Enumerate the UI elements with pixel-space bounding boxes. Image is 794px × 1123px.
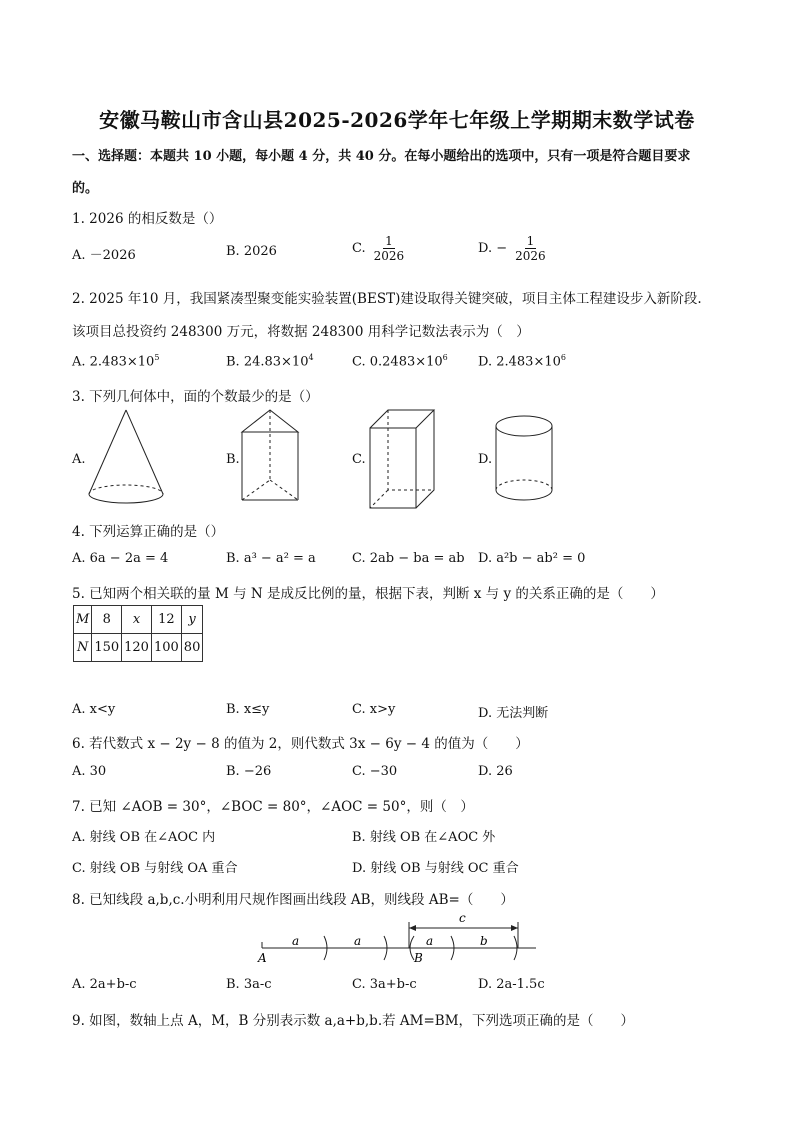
table-cell: M: [74, 606, 92, 634]
q3-option-d: D.: [478, 452, 493, 467]
q1-c-label: C.: [352, 241, 366, 256]
question-3: 3. 下列几何体中，面的个数最少的是（）: [72, 389, 319, 405]
q2-option-d: [478, 353, 566, 369]
question-7: 7. 已知 ∠AOB = 30°，∠BOC = 80°，∠AOC = 50°，则（ ）: [72, 799, 474, 815]
q5-option-c: C. x>y: [352, 702, 396, 717]
q4-option-d: D. a²b − ab² = 0: [478, 551, 586, 566]
q2-d-base: D. 2.483×10: [478, 354, 561, 370]
question-5: 5. 已知两个相关联的量 M 与 N 是成反比例的量，根据下表，判断 x 与 y 的关系正确的是（ ）: [72, 586, 664, 602]
q1-d-label: D. −: [478, 241, 508, 256]
table-cell: N: [74, 634, 92, 662]
q1-d-fraction: [513, 234, 548, 263]
q7-option-b: B. 射线 OB 在∠AOC 外: [352, 830, 496, 845]
q5-option-b: B. x≤y: [226, 702, 270, 717]
q4-option-b: B. a³ − a² = a: [226, 551, 316, 566]
q4-option-a: A. 6a − 2a = 4: [72, 551, 169, 566]
q7-option-c: C. 射线 OB 与射线 OA 重合: [72, 861, 238, 876]
q2-option-a: [72, 353, 159, 369]
label-point-b: B: [414, 951, 423, 965]
q2-option-b: [226, 353, 314, 369]
q3-option-b: B.: [226, 452, 240, 467]
q8-option-b: B. 3a-c: [226, 977, 272, 992]
q5-option-d: D. 无法判断: [478, 706, 549, 721]
table-row: [74, 634, 203, 662]
q2-d-exponent: 6: [560, 353, 566, 362]
table-cell: 80: [181, 634, 203, 662]
label-b: b: [480, 934, 488, 948]
question-6: 6. 若代数式 x − 2y − 8 的值为 2，则代数式 3x − 6y − 4 的值为（ ）: [72, 736, 529, 752]
q3-option-a: A.: [72, 452, 86, 467]
question-1: 1. 2026 的相反数是（）: [72, 211, 223, 227]
label-point-a: A: [258, 951, 267, 965]
q2-a-exponent: 5: [154, 353, 160, 362]
table-cell: 150: [92, 634, 122, 662]
table-cell: x: [122, 606, 152, 634]
table-cell: 8: [92, 606, 122, 634]
c-arrow-left: [409, 925, 416, 931]
table-cell: 12: [151, 606, 181, 634]
q6-option-a: A. 30: [72, 764, 107, 779]
q8-segment-figure: [256, 908, 546, 968]
q1-option-d: [478, 234, 548, 263]
section-heading: 一、选择题：本题共 10 小题，每小题 4 分，共 40 分。在每小题给出的选项中，只有一项是符合题目要求: [72, 149, 691, 164]
section-heading-cont: 的。: [72, 181, 99, 196]
label-a: a: [354, 934, 362, 948]
q1-option-a: A. －2026: [72, 248, 136, 263]
cylinder-figure: [494, 414, 564, 514]
q2-a-base: A. 2.483×10: [72, 354, 155, 370]
label-a: a: [426, 934, 434, 948]
c-arrow-right: [511, 925, 518, 931]
table-cell: 100: [151, 634, 181, 662]
q8-option-c: C. 3a+b-c: [352, 977, 417, 992]
question-2: 2. 2025 年10 月，我国紧凑型聚变能实验装置(BEST)建设取得关键突破，项目主体工程建设步入新阶段.: [72, 291, 702, 307]
question-4: 4. 下列运算正确的是（）: [72, 524, 225, 540]
q7-option-a: A. 射线 OB 在∠AOC 内: [72, 830, 216, 845]
table-cell: 120: [122, 634, 152, 662]
q1-d-numerator: 1: [526, 234, 535, 248]
q8-option-d: D. 2a-1.5c: [478, 977, 545, 992]
triangular-prism-figure: [240, 408, 310, 508]
label-a: a: [292, 934, 300, 948]
cuboid-figure: [368, 408, 448, 508]
q6-option-d: D. 26: [478, 764, 513, 779]
q7-option-d: D. 射线 OB 与射线 OC 重合: [352, 861, 519, 876]
q8-option-a: A. 2a+b-c: [72, 977, 137, 992]
question-2-cont: 该项目总投资约 248300 万元，将数据 248300 用科学记数法表示为（ ）: [72, 324, 530, 340]
table-row: [74, 606, 203, 634]
q2-c-exponent: 6: [442, 353, 448, 362]
q1-c-fraction: [372, 234, 407, 263]
q1-d-denominator: 2026: [515, 249, 546, 263]
q5-option-a: A. x<y: [72, 702, 116, 717]
q6-option-b: B. −26: [226, 764, 272, 779]
q2-option-c: [352, 353, 448, 369]
table-cell: y: [181, 606, 203, 634]
q1-c-denominator: 2026: [373, 249, 405, 263]
q2-c-base: C. 0.2483×10: [352, 354, 443, 370]
q6-option-c: C. −30: [352, 764, 398, 779]
label-c: c: [459, 911, 466, 925]
cone-figure: [86, 408, 176, 508]
q1-option-b: B. 2026: [226, 244, 277, 259]
question-9: 9. 如图，数轴上点 A，M，B 分别表示数 a,a+b,b.若 AM=BM，下列选项正确的是（ ）: [72, 1013, 635, 1029]
q5-table: [73, 605, 203, 662]
q4-option-c: C. 2ab − ba = ab: [352, 551, 465, 566]
exam-title: 安徽马鞍山市含山县2025-2026学年七年级上学期期末数学试卷: [99, 108, 695, 132]
q2-b-base: B. 24.83×10: [226, 354, 309, 370]
q3-option-c: C.: [352, 452, 366, 467]
q2-b-exponent: 4: [308, 353, 314, 362]
question-8: 8. 已知线段 a,b,c.小明利用尺规作图画出线段 AB，则线段 AB=（ ）: [72, 892, 514, 908]
q1-c-numerator: 1: [385, 234, 393, 248]
q1-option-c: [352, 234, 406, 263]
